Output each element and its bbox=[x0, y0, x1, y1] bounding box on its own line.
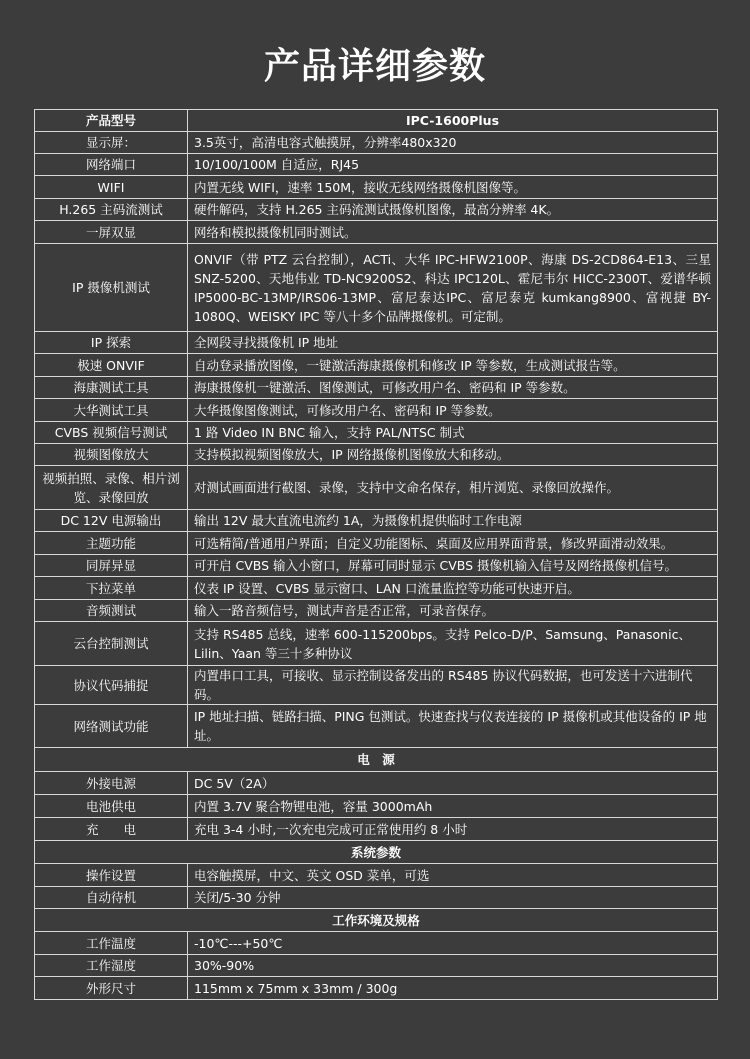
table-row bbox=[35, 977, 718, 1000]
spec-label: 一屏双显 bbox=[35, 221, 188, 244]
spec-value: 电容触摸屏，中文、英文 OSD 菜单，可选 bbox=[188, 864, 718, 887]
spec-label: 视频图像放大 bbox=[35, 444, 188, 466]
table-row bbox=[35, 444, 718, 466]
spec-label: 视频拍照、录像、相片浏览、录像回放 bbox=[35, 466, 188, 510]
section-header-environment bbox=[35, 909, 718, 932]
table-row bbox=[35, 795, 718, 818]
spec-label: 外形尺寸 bbox=[35, 977, 188, 1000]
spec-label: CVBS 视频信号测试 bbox=[35, 422, 188, 444]
spec-value: 硬件解码，支持 H.265 主码流测试摄像机图像，最高分辨率 4K。 bbox=[188, 199, 718, 221]
table-row bbox=[35, 864, 718, 887]
section-title: 系统参数 bbox=[35, 841, 718, 864]
spec-value: 30%-90% bbox=[188, 955, 718, 977]
spec-value: ONVIF（带 PTZ 云台控制），ACTi、大华 IPC-HFW2100P、海康 DS-2CD864-E13、三星 SNZ-5200、天地伟业 TD-NC9200S2、科达 IPC120L、霍尼韦尔 HICC-2300T、爱谱华顿 IP5000-BC-13MP/IRS06-13MP、富尼泰达IPC、富尼泰克 kumkang8900、富视捷 BY-1080Q、WEISKY IPC 等八十多个品牌摄像机。可定制。 bbox=[188, 244, 718, 332]
table-row bbox=[35, 622, 718, 666]
table-row bbox=[35, 244, 718, 332]
spec-value: -10℃---+50℃ bbox=[188, 932, 718, 955]
table-row bbox=[35, 532, 718, 555]
page-title: 产品详细参数 bbox=[263, 46, 486, 87]
spec-label: 产品型号 bbox=[35, 110, 188, 132]
spec-label: 工作温度 bbox=[35, 932, 188, 955]
spec-value: IPC-1600Plus bbox=[188, 110, 718, 132]
spec-label: 操作设置 bbox=[35, 864, 188, 887]
table-row bbox=[35, 510, 718, 532]
table-row bbox=[35, 887, 718, 909]
spec-label: 音频测试 bbox=[35, 600, 188, 622]
spec-label: 电池供电 bbox=[35, 795, 188, 818]
table-row bbox=[35, 772, 718, 795]
spec-label: IP 探索 bbox=[35, 332, 188, 354]
spec-label: WIFI bbox=[35, 176, 188, 199]
spec-label: 协议代码捕捉 bbox=[35, 666, 188, 705]
spec-value: 对测试画面进行截图、录像，支持中文命名保存，相片浏览、录像回放操作。 bbox=[188, 466, 718, 510]
spec-value: 115mm x 75mm x 33mm / 300g bbox=[188, 977, 718, 1000]
table-row bbox=[35, 705, 718, 748]
table-row bbox=[35, 666, 718, 705]
spec-value: 关闭/5-30 分钟 bbox=[188, 887, 718, 909]
spec-label: 大华测试工具 bbox=[35, 399, 188, 422]
table-row bbox=[35, 332, 718, 354]
spec-value: 充电 3-4 小时,一次充电完成可正常使用约 8 小时 bbox=[188, 818, 718, 841]
spec-value: 内置 3.7V 聚合物锂电池，容量 3000mAh bbox=[188, 795, 718, 818]
spec-value: 支持 RS485 总线，速率 600-115200bps。支持 Pelco-D/P、Samsung、Panasonic、Lilin、Yaan 等三十多种协议 bbox=[188, 622, 718, 666]
table-row bbox=[35, 422, 718, 444]
spec-label: 云台控制测试 bbox=[35, 622, 188, 666]
table-row bbox=[35, 199, 718, 221]
section-title: 工作环境及规格 bbox=[35, 909, 718, 932]
spec-label: 工作湿度 bbox=[35, 955, 188, 977]
table-row bbox=[35, 955, 718, 977]
spec-label: H.265 主码流测试 bbox=[35, 199, 188, 221]
spec-value: 内置无线 WIFI，速率 150M，接收无线网络摄像机图像等。 bbox=[188, 176, 718, 199]
table-row bbox=[35, 377, 718, 399]
table-row bbox=[35, 466, 718, 510]
table-row bbox=[35, 176, 718, 199]
spec-value: 网络和模拟摄像机同时测试。 bbox=[188, 221, 718, 244]
spec-label: 同屏异显 bbox=[35, 555, 188, 577]
spec-label: 网络测试功能 bbox=[35, 705, 188, 748]
spec-label: IP 摄像机测试 bbox=[35, 244, 188, 332]
spec-value: DC 5V（2A） bbox=[188, 772, 718, 795]
table-row bbox=[35, 132, 718, 154]
spec-label: 海康测试工具 bbox=[35, 377, 188, 399]
table-row-model bbox=[35, 110, 718, 132]
spec-value: 输入一路音频信号，测试声音是否正常，可录音保存。 bbox=[188, 600, 718, 622]
section-header-power bbox=[35, 748, 718, 772]
table-row bbox=[35, 600, 718, 622]
spec-label: 外接电源 bbox=[35, 772, 188, 795]
spec-label: 自动待机 bbox=[35, 887, 188, 909]
table-row bbox=[35, 577, 718, 600]
spec-label: 主题功能 bbox=[35, 532, 188, 555]
spec-label: 极速 ONVIF bbox=[35, 354, 188, 377]
spec-value: IP 地址扫描、链路扫描、PING 包测试。快速查找与仪表连接的 IP 摄像机或其他设备的 IP 地址。 bbox=[188, 705, 718, 748]
spec-value: 自动登录播放图像，一键激活海康摄像机和修改 IP 等参数，生成测试报告等。 bbox=[188, 354, 718, 377]
spec-label: 网络端口 bbox=[35, 154, 188, 176]
spec-value: 大华摄像图像测试，可修改用户名、密码和 IP 等参数。 bbox=[188, 399, 718, 422]
table-row bbox=[35, 932, 718, 955]
table-row bbox=[35, 555, 718, 577]
spec-label: DC 12V 电源输出 bbox=[35, 510, 188, 532]
table-row bbox=[35, 399, 718, 422]
spec-value: 1 路 Video IN BNC 输入，支持 PAL/NTSC 制式 bbox=[188, 422, 718, 444]
spec-value: 内置串口工具，可接收、显示控制设备发出的 RS485 协议代码数据，也可发送十六进制代码。 bbox=[188, 666, 718, 705]
spec-value: 全网段寻找摄像机 IP 地址 bbox=[188, 332, 718, 354]
table-row bbox=[35, 818, 718, 841]
section-header-system bbox=[35, 841, 718, 864]
spec-table bbox=[34, 109, 718, 1000]
spec-value: 可开启 CVBS 输入小窗口，屏幕可同时显示 CVBS 摄像机输入信号及网络摄像机信号。 bbox=[188, 555, 718, 577]
spec-label: 显示屏： bbox=[35, 132, 188, 154]
spec-value: 海康摄像机一键激活、图像测试，可修改用户名、密码和 IP 等参数。 bbox=[188, 377, 718, 399]
table-row bbox=[35, 221, 718, 244]
spec-label: 下拉菜单 bbox=[35, 577, 188, 600]
section-title: 电 源 bbox=[35, 748, 718, 772]
spec-value: 输出 12V 最大直流电流约 1A，为摄像机提供临时工作电源 bbox=[188, 510, 718, 532]
spec-value: 可选精简/普通用户界面；自定义功能图标、桌面及应用界面背景，修改界面滑动效果。 bbox=[188, 532, 718, 555]
spec-value: 仪表 IP 设置、CVBS 显示窗口、LAN 口流量监控等功能可快速开启。 bbox=[188, 577, 718, 600]
table-row bbox=[35, 354, 718, 377]
spec-value: 3.5英寸，高清电容式触摸屏，分辨率480x320 bbox=[188, 132, 718, 154]
spec-label: 充 电 bbox=[35, 818, 188, 841]
table-row bbox=[35, 154, 718, 176]
spec-value: 10/100/100M 自适应，RJ45 bbox=[188, 154, 718, 176]
spec-value: 支持模拟视频图像放大，IP 网络摄像机图像放大和移动。 bbox=[188, 444, 718, 466]
